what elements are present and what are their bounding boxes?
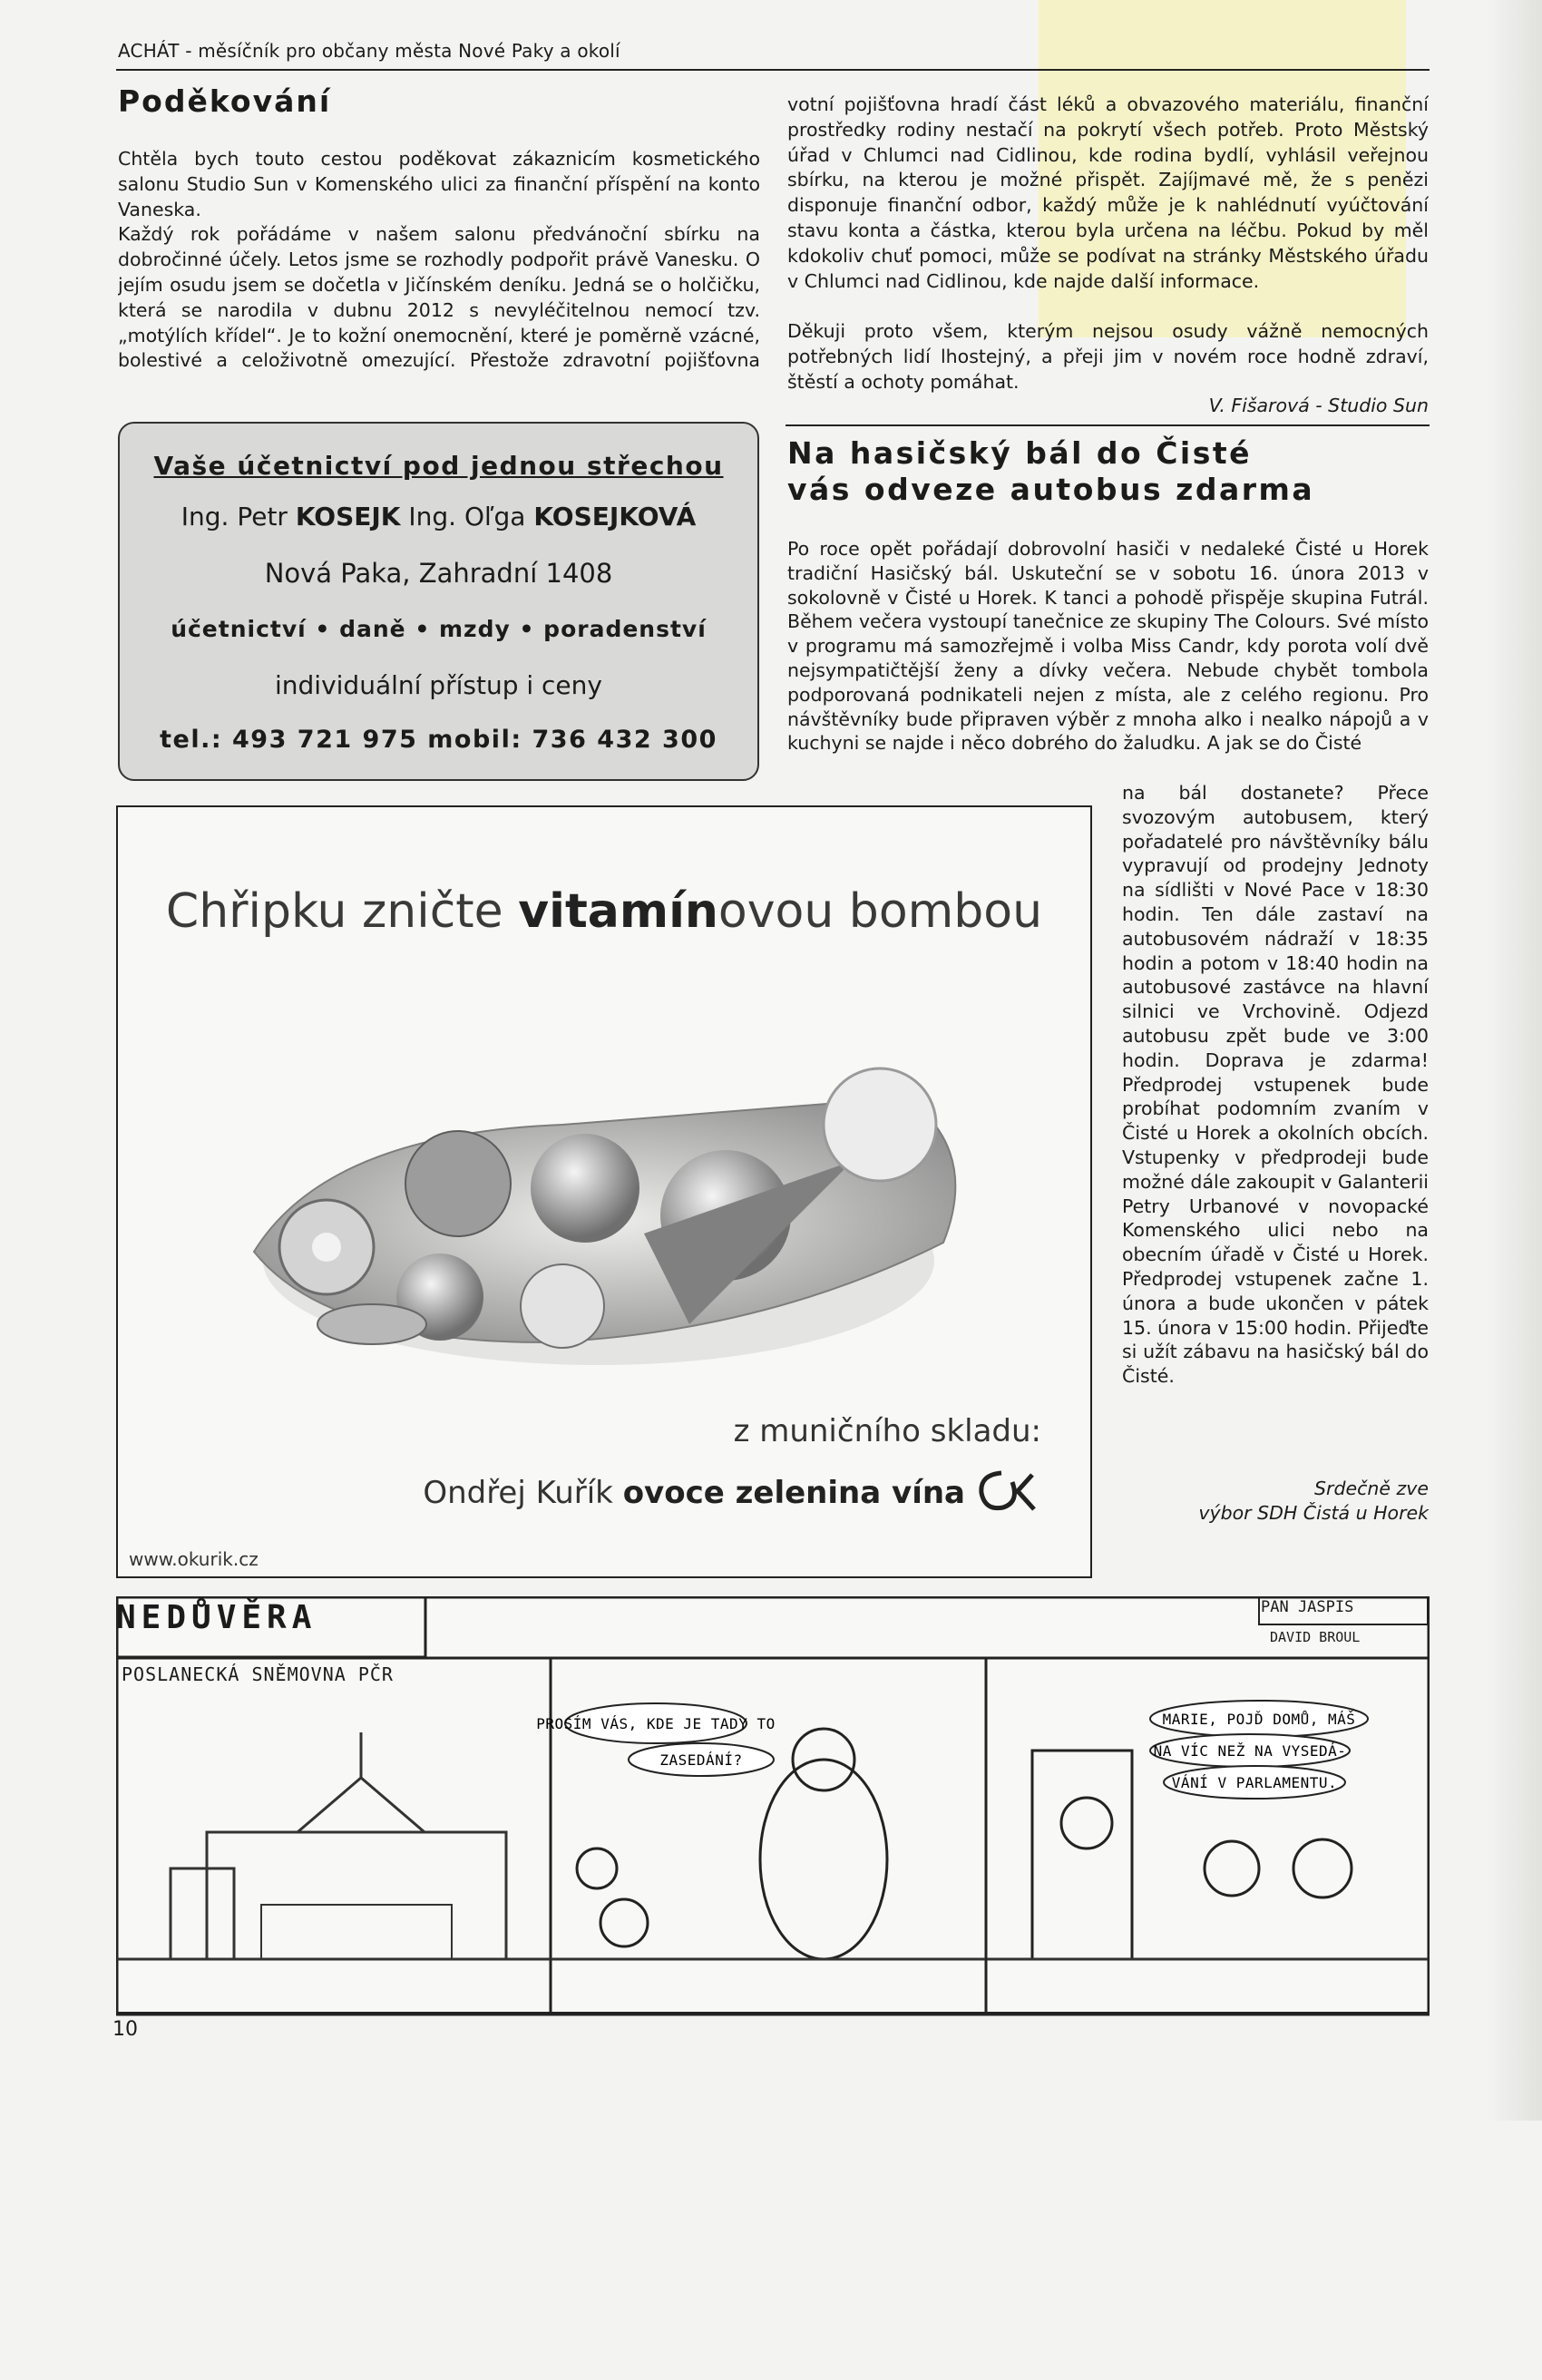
page-number: 10 xyxy=(112,2018,138,2041)
headline-end: ovou bombou xyxy=(717,884,1043,939)
header-rule xyxy=(116,69,1430,71)
fruit-bomb-image xyxy=(218,1025,998,1388)
thanks-paragraph-2-continued xyxy=(787,93,1429,319)
accounting-advert xyxy=(118,422,759,781)
cauliflower xyxy=(824,1068,936,1181)
scan-edge xyxy=(1488,0,1542,2121)
thanks-paragraph-2: Každý rok pořádáme v našem salonu předvánoční sbírku na dobročinné účely. Letos jsme se rozhodly podpořit právě Vanesku. O jejím osudu jsem se dočetla v Jičínském deníku. Jedná se o holčičku, která se narodila v dubnu 2012 s nevyléčitelnou nemocí tzv. „motýlích křídel“. Je to kožní onemocnění, které je poměrně vzácné, bolestivé a celoživotně omezující. Přestože zdravotní pojišťovna xyxy=(118,223,760,372)
ball-heading-line-2: vás odveze autobus zdarma xyxy=(787,472,1315,507)
broccoli xyxy=(405,1131,511,1236)
peach xyxy=(521,1264,604,1348)
ball-signature-line-2: výbor SDH Čistá u Horek xyxy=(1198,1502,1429,1524)
kiwi-center xyxy=(312,1233,341,1262)
accounting-tagline: individuální přístup i ceny xyxy=(275,670,602,700)
comic-author: DAVID BROUL xyxy=(1270,1629,1361,1645)
seller-name: Ondřej Kuřík xyxy=(423,1475,623,1511)
panel-3-bubble-line-3: VÁNÍ V PARLAMENTU. xyxy=(1171,1774,1338,1791)
thanks-continuation: votní pojišťovna hradí část léků a obvazového materiálu, finanční prostředky rodiny nestačí na pokrytí všech potřeb. Proto Městský úřad v Chlumci nad Cidlinou, kde rodina bydlí, vyhlásil veřejnou sbírku, na kterou je možné přispět. Zajíjmavé mě, že s penězi disponuje finanční odbor, každý může je k nahlédnutí vyúčtování stavu konta a částka, kterou byla určena na léčbu. Pokud by měl kdokoliv chuť pomoci, může se podívat na stránky Městského úřadu v Chlumci nad Cidlinou, kde najde další informace. xyxy=(787,93,1429,292)
footer-rule xyxy=(116,2012,1430,2014)
accounting-services: účetnictví • daně • mzdy • poradenství xyxy=(171,616,707,642)
thanks-paragraph-3: Děkuji proto všem, kterým nejsou osudy vážně nemocných potřebných lidí lhostejný, a přeji jim v novém roce hodně zdraví, štěstí a ochoty pomáhat. xyxy=(787,320,1429,393)
thanks-article-right xyxy=(787,93,1429,395)
ok-logo-icon xyxy=(974,1466,1038,1517)
thanks-article-left xyxy=(118,147,760,373)
comic-strip xyxy=(116,1596,1430,2380)
seller-goods: ovoce zelenina vína xyxy=(622,1475,965,1511)
accounting-names xyxy=(120,502,757,532)
panel-2-bubble-line-2: ZASEDÁNÍ? xyxy=(659,1751,743,1769)
fruit-advert-seller xyxy=(118,1475,965,1511)
ball-signature xyxy=(1122,1477,1429,1526)
fruit-advert-tagline: z muničního skladu: xyxy=(733,1413,1041,1449)
panel-2-bubble-line-1: PROSÍM VÁS, KDE JE TADY TO xyxy=(536,1715,776,1732)
name-prefix-1: Ing. Petr xyxy=(181,502,296,532)
name-2: KOSEJKOVÁ xyxy=(533,502,697,532)
tomato xyxy=(531,1134,639,1243)
section-rule xyxy=(786,424,1430,426)
ball-text-narrow: na bál dostanete? Přece svozovým autobusem, který pořadatelé pro návštěvníky bálu vypravují od prodejny Jednoty na sídlišti v Nové Pace v 18:30 hodin. Ten dále zastaví na autobusovém nádraží v 18:35 hodin a potom v 18:40 hodin na autobusové zastávce na hlavní silnici ve Vrchovině. Odjezd autobusu zpět bude ve 3:00 hodin. Doprava je zdarma! Předprodej vstupenek bude probíhat podomním zvaním v Čisté u Horek a okolních obcích. Vstupenky v předprodeji bude možné dále zakoupit v Galanterii Petry Urbanové v novopacké Komenského ulici nebo na obecním úřadě v Čisté u Horek. Předprodej vstupenek začne 1. února a bude ukončen v pátek 15. února v 15:00 hodin. Přijeďte si užít zábavu na hasičský bál do Čisté. xyxy=(1122,782,1429,1388)
fruit-advert xyxy=(116,805,1092,1578)
comic-series: PAN JASPIS xyxy=(1261,1598,1354,1616)
name-1: KOSEJK xyxy=(295,502,401,532)
accounting-phone: tel.: 493 721 975 mobil: 736 432 300 xyxy=(160,726,717,754)
corn xyxy=(317,1304,426,1344)
thanks-heading: Poděkování xyxy=(118,83,332,119)
thanks-paragraph-1: Chtěla bych touto cestou poděkovat zákaznicím kosmetického salonu Studio Sun v Komenského ulici za finanční příspění na konto Vaneska. xyxy=(118,148,760,220)
thanks-signature: V. Fišarová - Studio Sun xyxy=(1208,395,1429,416)
comic-border xyxy=(117,1597,1429,2014)
accounting-address: Nová Paka, Zahradní 1408 xyxy=(264,558,613,589)
headline-bold: vitamín xyxy=(518,884,718,939)
ball-heading xyxy=(787,435,1429,508)
comic-title: NEDŮVĚRA xyxy=(116,1599,317,1636)
headline-start: Chřipku zničte xyxy=(165,884,519,939)
panel-3-bubble-line-1: MARIE, POJĎ DOMŮ, MÁŠ xyxy=(1162,1711,1356,1728)
fruit-advert-website: www.okurik.cz xyxy=(129,1548,259,1570)
page-header: ACHÁT - měsíčník pro občany města Nové Paky a okolí xyxy=(118,40,620,62)
ball-heading-line-1: Na hasičský bál do Čisté xyxy=(787,435,1253,471)
fruit-advert-headline xyxy=(118,884,1090,939)
name-prefix-2: Ing. Oľga xyxy=(408,502,534,532)
panel-1-caption: POSLANECKÁ SNĚMOVNA PČR xyxy=(122,1663,394,1685)
accounting-title: Vaše účetnictví pod jednou střechou xyxy=(153,451,724,481)
ball-text-wide: Po roce opět pořádají dobrovolní hasiči v nedaleké Čisté u Horek tradiční Hasičský bál. Uskuteční se v sobotu 16. února 2013 v sokolovně v Čisté u Horek. K tanci a pohodě přispěje skupina Futrál. Během večera vystoupí tanečnice ze skupiny The Colours. Své místo v programu má samozřejmě i volba Miss Candr, kdy porota volí dvě nejsympatičtější ženy a dívky večera. Nebude chybět tombola podporovaná podnikateli nejen z místa, ale z celého regionu. Pro návštěvníky bude připraven výběr z mnoha alko i nealko nápojů a v kuchyni se najde i něco dobrého do žaludku. A jak se do Čisté xyxy=(787,538,1429,755)
panel-3-bubble-line-2: NA VÍC NEŽ NA VYSEDÁ- xyxy=(1153,1742,1347,1760)
ball-signature-line-1: Srdečně zve xyxy=(1314,1478,1429,1499)
